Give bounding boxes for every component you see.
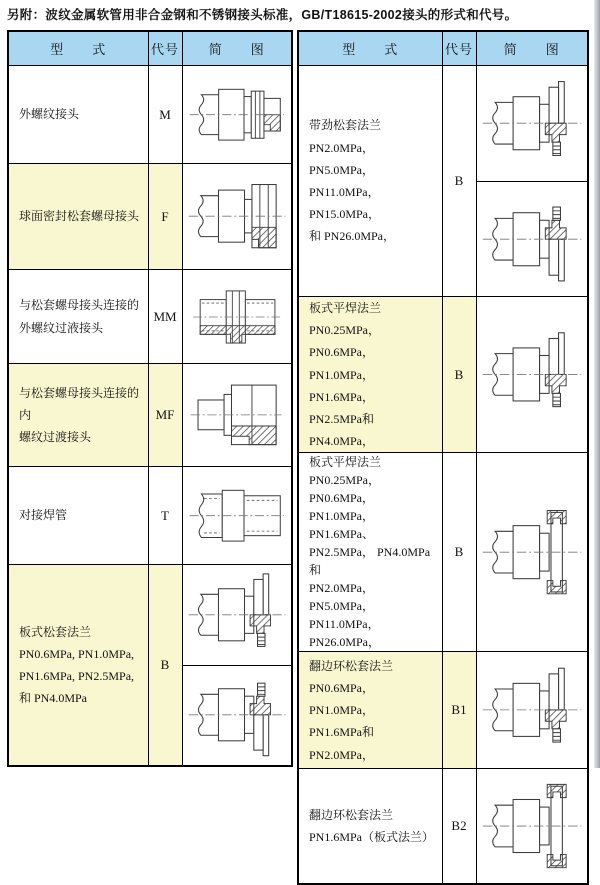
header-row — [8, 31, 292, 66]
fitting-type-cell — [8, 270, 148, 364]
fitting-type-label: 和 PN4.0MPa — [19, 691, 88, 706]
fitting-schematic-male-thread — [183, 66, 292, 163]
fitting-diagram-cell — [182, 270, 292, 364]
fitting-type-label: 对接焊管 — [19, 508, 68, 523]
fitting-type-label: PN11.0MPa， PN26.0MPa， — [309, 617, 381, 650]
column-header-diagram: 简 图 — [182, 31, 292, 66]
diagram-stack — [183, 164, 292, 269]
fitting-type-label: 翻边环松套法兰 — [309, 658, 394, 673]
fitting-type-label: PN2.5MPa， PN4.0MPa 和 — [309, 545, 431, 578]
fitting-row — [298, 297, 588, 453]
fitting-type-label: PN0.25MPa， PN0.6MPa， — [309, 323, 381, 360]
fitting-type-label: 带劲松套法兰 — [309, 118, 382, 133]
fitting-schematic-flange-up — [477, 652, 588, 768]
header-row — [298, 31, 588, 66]
fitting-row — [8, 164, 292, 270]
fitting-code: B — [148, 565, 182, 767]
column-header-diagram: 简 图 — [476, 31, 588, 66]
page-title: 另附：波纹金属软管用非合金钢和不锈钢接头标准，GB/T18615-2002接头的形式和代号。 — [7, 8, 518, 22]
fitting-code: M — [148, 66, 182, 164]
fitting-type-label: 与松套螺母接头连接的 — [19, 298, 140, 313]
fitting-type-label: 与松套螺母接头连接的内 — [19, 385, 140, 422]
fitting-type-cell — [8, 467, 148, 565]
diagram-stack — [183, 467, 292, 564]
fitting-type-cell — [298, 297, 442, 453]
page-edge-shadow — [594, 0, 600, 768]
column-header-code: 代号 — [148, 31, 182, 66]
fitting-type-label: PN1.6MPa和PN2.0MPa， — [309, 725, 375, 762]
fitting-diagram-cell — [476, 297, 588, 453]
fitting-schematic-flange-down — [477, 181, 588, 297]
fitting-code: MF — [148, 364, 182, 467]
fitting-type-label: PN0.6MPa, PN1.0MPa, — [19, 646, 135, 661]
fitting-code: B — [442, 66, 476, 297]
fitting-type-label: PN0.25MPa， PN0.6MPa， — [309, 473, 381, 506]
fitting-type-cell — [298, 66, 442, 297]
diagram-stack — [477, 317, 588, 432]
fitting-type-label: PN1.0MPa， PN1.6MPa、 — [309, 509, 375, 542]
fitting-schematic-flange-up — [477, 317, 588, 432]
fitting-type-cell — [8, 565, 148, 767]
fitting-schematic-union-nut — [183, 164, 292, 269]
fitting-type-cell — [298, 453, 442, 652]
fitting-row — [8, 364, 292, 467]
fitting-diagram-cell — [476, 453, 588, 652]
fitting-schematic-flange-up — [183, 565, 292, 665]
fitting-schematic-butt-weld — [183, 467, 292, 564]
fitting-type-cell — [298, 769, 442, 885]
diagram-stack — [477, 652, 588, 768]
fitting-type-cell — [8, 164, 148, 270]
fitting-type-label: 翻边环松套法兰 — [309, 808, 394, 823]
fitting-code: T — [148, 467, 182, 565]
fitting-type-cell — [298, 652, 442, 769]
fitting-type-label: PN2.5MPa和PN4.0MPa， — [309, 411, 375, 449]
fitting-type-label: PN0.6MPa， PN1.0MPa， — [309, 681, 375, 718]
fitting-type-label: 板式平焊法兰 — [309, 455, 382, 470]
fitting-row — [8, 467, 292, 565]
fitting-row — [298, 453, 588, 652]
fitting-row — [8, 66, 292, 164]
fitting-row — [8, 270, 292, 364]
fitting-row — [8, 565, 292, 767]
diagram-stack — [183, 364, 292, 466]
fitting-type-label: 球面密封松套螺母接头 — [19, 209, 140, 224]
fitting-schematic-flange-both — [477, 769, 588, 883]
fitting-diagram-cell — [182, 467, 292, 565]
fitting-diagram-cell — [182, 364, 292, 467]
fitting-diagram-cell — [182, 66, 292, 164]
fitting-type-label: PN1.0MPa， PN1.6MPa， — [309, 367, 375, 404]
fitting-schematic-double-male — [183, 270, 292, 363]
diagram-stack — [183, 565, 292, 765]
fitting-code: B1 — [442, 652, 476, 769]
fitting-code: MM — [148, 270, 182, 364]
diagram-stack — [183, 66, 292, 163]
fitting-type-label: PN11.0MPa， PN15.0MPa， — [309, 185, 381, 222]
tables-container — [7, 30, 600, 885]
diagram-stack — [477, 769, 588, 883]
diagram-stack — [183, 270, 292, 363]
fitting-table-left — [7, 30, 293, 767]
fitting-type-label: 板式松套法兰 — [19, 624, 92, 639]
fitting-code: F — [148, 164, 182, 270]
fitting-row — [298, 652, 588, 769]
fitting-type-label: 和 PN26.0MPa， — [309, 229, 396, 244]
fitting-schematic-flange-up — [477, 66, 588, 181]
fitting-type-label: PN2.0MPa， PN5.0MPa， — [309, 581, 375, 614]
fitting-type-label: 板式平焊法兰 — [309, 301, 382, 315]
fitting-diagram-cell — [182, 164, 292, 270]
fitting-diagram-cell — [182, 565, 292, 767]
column-header-type: 型 式 — [298, 31, 442, 66]
fitting-type-label: PN1.6MPa（板式法兰） — [309, 830, 435, 845]
fitting-schematic-male-female — [183, 364, 292, 466]
fitting-type-cell — [8, 66, 148, 164]
fitting-code: B — [442, 453, 476, 652]
fitting-row — [298, 66, 588, 297]
fitting-type-cell — [8, 364, 148, 467]
fitting-code: B — [442, 297, 476, 453]
fitting-type-label: 螺纹过渡接头 — [19, 430, 92, 445]
diagram-stack — [477, 493, 588, 612]
column-header-type: 型 式 — [8, 31, 148, 66]
fitting-type-label: 外螺纹接头 — [19, 107, 80, 122]
fitting-type-label: PN1.6MPa, PN2.5MPa, — [19, 669, 135, 683]
diagram-stack — [477, 66, 588, 296]
fitting-schematic-flange-both — [477, 493, 588, 612]
column-header-code: 代号 — [442, 31, 476, 66]
fitting-diagram-cell — [476, 66, 588, 297]
fitting-code: B2 — [442, 769, 476, 885]
fitting-diagram-cell — [476, 652, 588, 769]
fitting-row — [298, 769, 588, 885]
fitting-type-label: 外螺纹过液接头 — [19, 320, 104, 335]
fitting-type-label: PN2.0MPa， PN5.0MPa， — [309, 140, 375, 177]
fitting-diagram-cell — [476, 769, 588, 885]
fitting-schematic-flange-down — [183, 665, 292, 766]
fitting-table-right — [297, 30, 589, 885]
